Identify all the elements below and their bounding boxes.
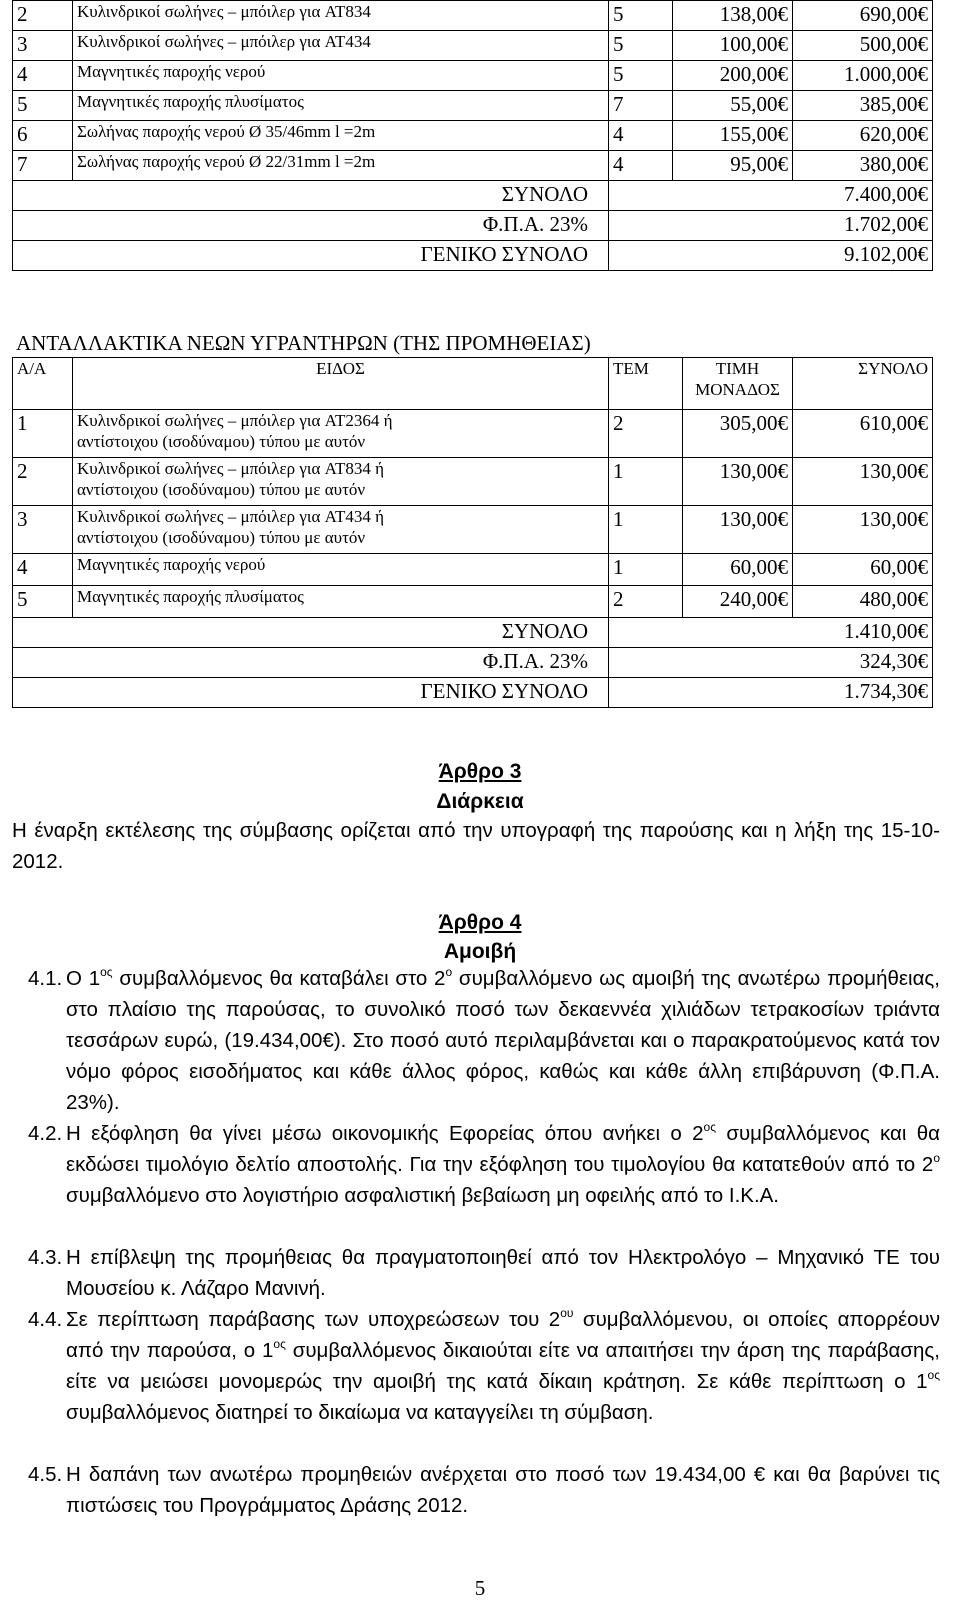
total-value: 7.400,00€ xyxy=(609,181,933,211)
row-quantity: 5 xyxy=(609,61,673,91)
clause-text: συμβαλλόμενου, οι οποίες απορρέουν από την παρούσα, ο 1 xyxy=(66,1308,940,1362)
clause-body xyxy=(66,1304,940,1428)
row-total: 500,00€ xyxy=(793,31,933,61)
row-unit-price: 130,00€ xyxy=(683,506,793,554)
grand-total-value: 9.102,00€ xyxy=(609,241,933,271)
clause-number: 4.2. xyxy=(28,1122,63,1145)
totals-row xyxy=(13,618,933,648)
table-row xyxy=(13,458,933,506)
superscript: ος xyxy=(703,1120,716,1134)
vat-row xyxy=(13,211,933,241)
clause-4-2 xyxy=(28,1118,940,1211)
grand-total-label: ΓΕΝΙΚΟ ΣΥΝΟΛΟ xyxy=(13,241,609,271)
clause-4-5 xyxy=(28,1459,940,1521)
clause-number: 4.5. xyxy=(28,1463,63,1486)
article-3-subtitle: Διάρκεια xyxy=(436,790,524,813)
row-description-line2: αντίστοιχου (ισοδύναμου) τύπου με αυτόν xyxy=(77,480,366,499)
vat-label: Φ.Π.Α. 23% xyxy=(13,211,609,241)
clause-4-3 xyxy=(28,1242,940,1304)
row-unit-price: 130,00€ xyxy=(683,458,793,506)
clause-text: Σε περίπτωση παράβασης των υποχρεώσεων του 2 xyxy=(66,1308,561,1331)
vat-value: 1.702,00€ xyxy=(609,211,933,241)
row-description-line1: Κυλινδρικοί σωλήνες – μπόιλερ για AT434 ή xyxy=(77,507,385,526)
clause-text: συμβαλλόμενο ως αμοιβή της ανωτέρω προμήθειας, στο πλαίσιο της παρούσας, το συνολικό ποσό των δεκαεννέα χιλιάδων τετρακοσίων τριάντα τεσσάρων ευρώ, (19.434,00€). Στο ποσό αυτό περιλαμβάνεται και ο παρακρατούμενος κατά τον νόμο φόρος εισοδήματος και κάθε άλλος φόρος, καθώς και κάθε άλλη επιβάρυνση (Φ.Π.Α. 23%). xyxy=(66,967,941,1114)
row-total: 130,00€ xyxy=(793,458,933,506)
row-description xyxy=(73,458,609,506)
clause-text: συμβαλλόμενος θα καταβάλει στο 2 xyxy=(112,967,446,990)
clause-text: συμβαλλόμενος δικαιούται είτε να απαιτήσει την άρση της παράβασης, είτε να μειώσει μονομερώς την αμοιβή της κατά δίκαιη κράτηση. Σε κάθε περίπτωση ο 1 xyxy=(66,1339,940,1393)
row-description: Μαγνητικές παροχής πλυσίματος xyxy=(73,586,609,618)
row-quantity: 2 xyxy=(609,410,683,458)
row-number: 2 xyxy=(13,458,73,506)
row-number: 5 xyxy=(13,91,73,121)
row-quantity: 4 xyxy=(609,151,673,181)
row-quantity: 7 xyxy=(609,91,673,121)
total-value: 1.410,00€ xyxy=(609,618,933,648)
table-row xyxy=(13,1,933,31)
row-number: 3 xyxy=(13,31,73,61)
header-qty: ΤΕΜ xyxy=(609,358,683,410)
table-row xyxy=(13,31,933,61)
spare-parts-title: ΑΝΤΑΛΛΑΚΤΙΚΑ ΝΕΩΝ ΥΓΡΑΝΤΗΡΩΝ (ΤΗΣ ΠΡΟΜΗΘΕΙΑΣ) xyxy=(16,331,591,355)
row-unit-price: 155,00€ xyxy=(673,121,793,151)
clause-body: Η επίβλεψη της προμήθειας θα πραγματοποιηθεί από τον Ηλεκτρολόγο – Μηχανικό ΤΕ του Μουσείου κ. Λάζαρο Μανινή. xyxy=(66,1246,940,1300)
row-unit-price: 100,00€ xyxy=(673,31,793,61)
row-quantity: 1 xyxy=(609,458,683,506)
row-quantity: 5 xyxy=(609,31,673,61)
row-number: 6 xyxy=(13,121,73,151)
row-description-line1: Κυλινδρικοί σωλήνες – μπόιλερ για AT834 ή xyxy=(77,459,385,478)
header-unit-price-line2: ΜΟΝΑΔΟΣ xyxy=(695,380,780,399)
row-number: 1 xyxy=(13,410,73,458)
row-quantity: 2 xyxy=(609,586,683,618)
article-4-subtitle: Αμοιβή xyxy=(443,940,517,963)
article-4-title: Άρθρο 4 xyxy=(438,911,522,934)
row-number: 4 xyxy=(13,554,73,586)
table-header-row xyxy=(13,358,933,410)
row-description: Μαγνητικές παροχής νερού xyxy=(73,554,609,586)
row-description-line2: αντίστοιχου (ισοδύναμου) τύπου με αυτόν xyxy=(77,432,366,451)
clause-text: Η εξόφληση θα γίνει μέσω οικονομικής Εφορείας όπου ανήκει ο 2 xyxy=(66,1122,704,1145)
table-row xyxy=(13,61,933,91)
row-description xyxy=(73,410,609,458)
totals-row xyxy=(13,181,933,211)
row-total: 1.000,00€ xyxy=(793,61,933,91)
clause-4-4 xyxy=(28,1304,940,1428)
grand-total-row xyxy=(13,241,933,271)
row-total: 130,00€ xyxy=(793,506,933,554)
row-total: 610,00€ xyxy=(793,410,933,458)
row-total: 620,00€ xyxy=(793,121,933,151)
superscript: ου xyxy=(560,1306,574,1320)
clause-text: συμβαλλόμενος και θα εκδώσει τιμολόγιο δελτίο αποστολής. Για την εξόφληση του τιμολογίου θα κατατεθούν από το 2 xyxy=(66,1122,940,1176)
row-number: 7 xyxy=(13,151,73,181)
vat-row xyxy=(13,648,933,678)
table-row xyxy=(13,506,933,554)
row-total: 690,00€ xyxy=(793,1,933,31)
row-number: 4 xyxy=(13,61,73,91)
row-number: 2 xyxy=(13,1,73,31)
clause-body xyxy=(66,963,940,1118)
row-unit-price: 55,00€ xyxy=(673,91,793,121)
table-row xyxy=(13,554,933,586)
total-label: ΣΥΝΟΛΟ xyxy=(13,618,609,648)
header-unit-price xyxy=(683,358,793,410)
row-quantity: 5 xyxy=(609,1,673,31)
header-no: Α/Α xyxy=(13,358,73,410)
row-total: 60,00€ xyxy=(793,554,933,586)
row-unit-price: 305,00€ xyxy=(683,410,793,458)
vat-label: Φ.Π.Α. 23% xyxy=(13,648,609,678)
header-unit-price-line1: ΤΙΜΗ xyxy=(715,359,760,378)
grand-total-value: 1.734,30€ xyxy=(609,678,933,708)
header-total: ΣΥΝΟΛΟ xyxy=(793,358,933,410)
total-label: ΣΥΝΟΛΟ xyxy=(13,181,609,211)
superscript: ος xyxy=(273,1337,286,1351)
clause-text: Ο 1 xyxy=(66,967,101,990)
row-unit-price: 240,00€ xyxy=(683,586,793,618)
clause-body: Η δαπάνη των ανωτέρω προμηθειών ανέρχεται στο ποσό των 19.434,00 € και θα βαρύνει τις πιστώσεις του Προγράμματος Δράσης 2012. xyxy=(66,1463,940,1517)
row-total: 380,00€ xyxy=(793,151,933,181)
clause-number: 4.1. xyxy=(28,967,63,990)
row-unit-price: 60,00€ xyxy=(683,554,793,586)
superscript: ο xyxy=(445,965,453,979)
page-number: 5 xyxy=(474,1576,486,1600)
grand-total-row xyxy=(13,678,933,708)
clause-body xyxy=(66,1118,940,1211)
items-table-1 xyxy=(12,0,933,271)
row-description: Μαγνητικές παροχής πλυσίματος xyxy=(73,91,609,121)
header-item: ΕΙΔΟΣ xyxy=(73,358,609,410)
row-quantity: 1 xyxy=(609,506,683,554)
table-row xyxy=(13,151,933,181)
superscript: ος xyxy=(927,1368,940,1382)
article-3-title: Άρθρο 3 xyxy=(438,760,522,783)
table-row xyxy=(13,121,933,151)
row-number: 3 xyxy=(13,506,73,554)
superscript: ο xyxy=(933,1151,940,1165)
row-description xyxy=(73,506,609,554)
row-description: Κυλινδρικοί σωλήνες – μπόιλερ για AT834 xyxy=(73,1,609,31)
article-3-text: Η έναρξη εκτέλεσης της σύμβασης ορίζεται από την υπογραφή της παρούσης και η λήξη της 15-10-2012. xyxy=(12,819,940,873)
items-table-2 xyxy=(12,357,933,708)
row-quantity: 4 xyxy=(609,121,673,151)
clause-text: συμβαλλόμενος διατηρεί το δικαίωμα να καταγγείλει τη σύμβαση. xyxy=(66,1401,654,1424)
row-number: 5 xyxy=(13,586,73,618)
row-quantity: 1 xyxy=(609,554,683,586)
grand-total-label: ΓΕΝΙΚΟ ΣΥΝΟΛΟ xyxy=(13,678,609,708)
table-row xyxy=(13,91,933,121)
row-description: Σωλήνας παροχής νερού Ø 22/31mm l =2m xyxy=(73,151,609,181)
row-total: 480,00€ xyxy=(793,586,933,618)
clause-number: 4.4. xyxy=(28,1308,63,1331)
row-description-line1: Κυλινδρικοί σωλήνες – μπόιλερ για AT2364 ή xyxy=(77,411,393,430)
row-description: Κυλινδρικοί σωλήνες – μπόιλερ για AT434 xyxy=(73,31,609,61)
superscript: ος xyxy=(100,965,113,979)
row-description-line2: αντίστοιχου (ισοδύναμου) τύπου με αυτόν xyxy=(77,528,366,547)
vat-value: 324,30€ xyxy=(609,648,933,678)
clause-4-1 xyxy=(28,963,940,1118)
row-total: 385,00€ xyxy=(793,91,933,121)
clause-number: 4.3. xyxy=(28,1246,63,1269)
table-row xyxy=(13,586,933,618)
clause-text: συμβαλλόμενο στο λογιστήριο ασφαλιστική βεβαίωση μη οφειλής από το Ι.Κ.Α. xyxy=(66,1184,780,1207)
row-description: Μαγνητικές παροχής νερού xyxy=(73,61,609,91)
row-unit-price: 200,00€ xyxy=(673,61,793,91)
row-description: Σωλήνας παροχής νερού Ø 35/46mm l =2m xyxy=(73,121,609,151)
row-unit-price: 138,00€ xyxy=(673,1,793,31)
row-unit-price: 95,00€ xyxy=(673,151,793,181)
table-row xyxy=(13,410,933,458)
